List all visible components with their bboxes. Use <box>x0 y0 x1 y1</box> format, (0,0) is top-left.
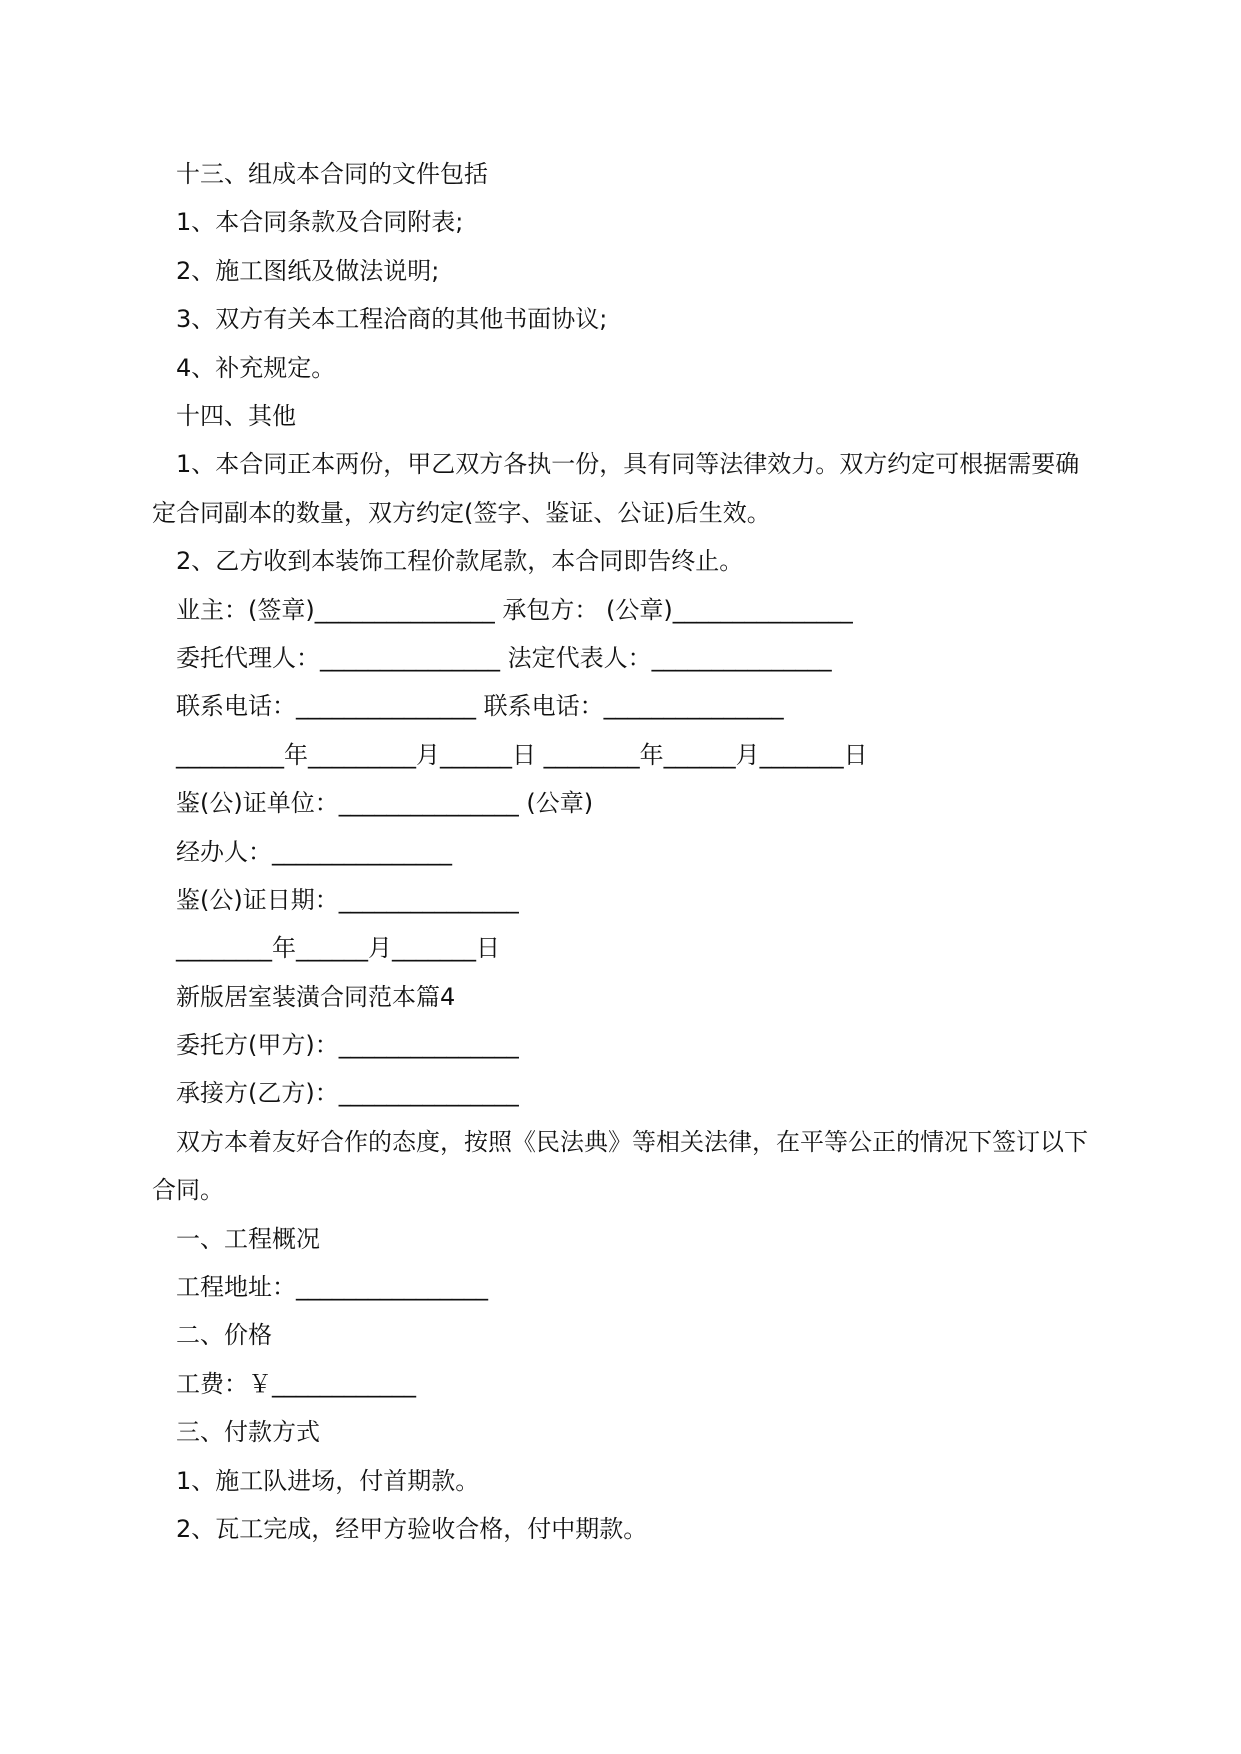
list-item: 3、双方有关本工程洽商的其他书面协议; <box>176 305 608 334</box>
document-body <box>152 150 1092 1553</box>
list-item: 2、乙方收到本装饰工程价款尾款，本合同即告终止。 <box>176 547 744 576</box>
paragraph: 双方本着友好合作的态度，按照《民法典》等相关法律，在平等公正的情况下签订以下合同。 <box>152 1127 1088 1205</box>
section-heading: 一、工程概况 <box>176 1224 320 1253</box>
signature-line: 鉴(公)证单位：_______________ (公章) <box>176 789 594 818</box>
section-heading: 十三、组成本合同的文件包括 <box>176 160 488 188</box>
signature-line: 联系电话：_______________ 联系电话：_______________ <box>176 692 784 721</box>
party-field: 承接方(乙方)：_______________ <box>176 1079 519 1108</box>
signature-line: 经办人：_______________ <box>176 837 452 866</box>
section-heading: 十四、其他 <box>176 401 296 430</box>
party-field: 委托方(甲方)：_______________ <box>176 1031 519 1060</box>
list-item: 2、施工图纸及做法说明; <box>176 256 440 285</box>
paragraph: 1、本合同正本两份，甲乙双方各执一份，具有同等法律效力。双方约定可根据需要确定合同副本的数量，双方约定(签字、鉴证、公证)后生效。 <box>152 450 1080 527</box>
signature-line: 鉴(公)证日期：_______________ <box>176 885 519 914</box>
form-field: 工费：￥____________ <box>176 1369 416 1398</box>
list-item: 4、补充规定。 <box>176 353 336 382</box>
date-line: ________年______月_______日 <box>176 934 500 963</box>
document-title: 新版居室装潢合同范本篇4 <box>176 982 456 1011</box>
signature-line: 业主：(签章)_______________ 承包方： (公章)_______________ <box>176 595 853 624</box>
date-line: _________年_________月______日 ________年______月_______日 <box>176 740 868 769</box>
section-heading: 三、付款方式 <box>176 1418 320 1447</box>
list-item: 1、本合同条款及合同附表; <box>176 208 464 237</box>
list-item: 1、施工队进场，付首期款。 <box>176 1466 480 1495</box>
list-item: 2、瓦工完成，经甲方验收合格，付中期款。 <box>176 1515 648 1543</box>
signature-line: 委托代理人：_______________ 法定代表人：_______________ <box>176 643 832 672</box>
section-heading: 二、价格 <box>176 1321 272 1350</box>
form-field: 工程地址：________________ <box>176 1273 488 1302</box>
